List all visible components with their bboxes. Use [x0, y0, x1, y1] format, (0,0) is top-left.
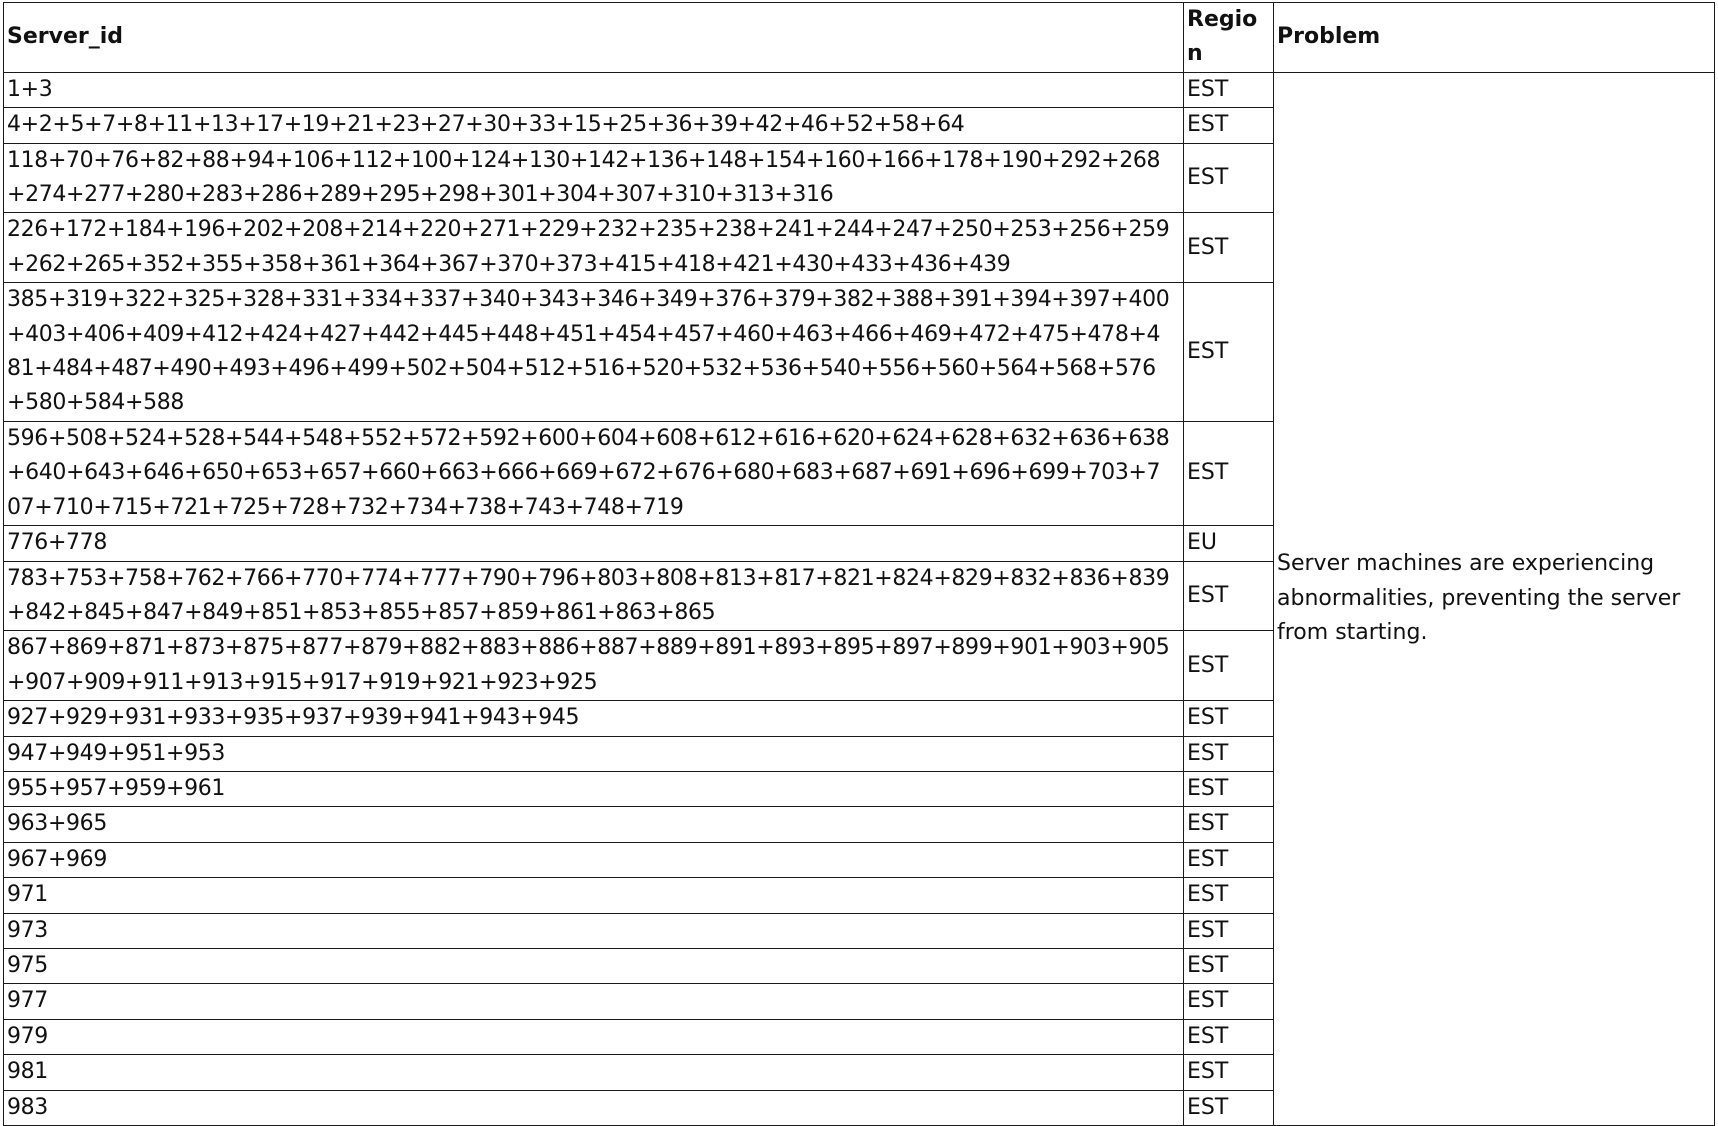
header-server-id: Server_id [4, 3, 1184, 73]
server-id-cell: 975 [4, 948, 1184, 983]
server-id-cell: 947+949+951+953 [4, 736, 1184, 771]
region-cell: EST [1184, 283, 1274, 422]
server-id-cell: 867+869+871+873+875+877+879+882+883+886+887+889+891+893+895+897+899+901+903+905 +907+909+911+913+915+917+919+921+923+925 [4, 631, 1184, 701]
server-id-cell: 955+957+959+961 [4, 771, 1184, 806]
table-body [4, 72, 1715, 1125]
server-id-cell: 4+2+5+7+8+11+13+17+19+21+23+27+30+33+15+25+36+39+42+46+52+58+64 [4, 108, 1184, 143]
header-problem: Problem [1274, 3, 1715, 73]
region-cell: EST [1184, 736, 1274, 771]
server-id-cell: 981 [4, 1055, 1184, 1090]
server-id-cell: 971 [4, 878, 1184, 913]
server-id-cell: 973 [4, 913, 1184, 948]
server-id-cell: 979 [4, 1019, 1184, 1054]
server-id-cell: 226+172+184+196+202+208+214+220+271+229+232+235+238+241+244+247+250+253+256+259 +262+265+352+355+358+361+364+367+370+373+415+418+421+430+433+436+439 [4, 213, 1184, 283]
region-cell: EST [1184, 842, 1274, 877]
server-id-cell: 983 [4, 1090, 1184, 1125]
server-id-cell: 776+778 [4, 526, 1184, 561]
region-cell: EU [1184, 526, 1274, 561]
region-cell: EST [1184, 72, 1274, 107]
problem-cell: Server machines are experiencing abnormalities, preventing the server from starting. [1274, 72, 1715, 1125]
region-cell: EST [1184, 913, 1274, 948]
server-id-cell: 963+965 [4, 807, 1184, 842]
region-cell: EST [1184, 1090, 1274, 1125]
region-cell: EST [1184, 421, 1274, 525]
region-cell: EST [1184, 213, 1274, 283]
server-id-cell: 385+319+322+325+328+331+334+337+340+343+346+349+376+379+382+388+391+394+397+400 +403+406+409+412+424+427+442+445+448+451+454+457+460+463+466+469+472+475+478+4 81+484+487+490+493+496+499+502+504+512+516+520+532+536+540+556+560+564+568+576 +580+584+588 [4, 283, 1184, 422]
server-id-cell: 118+70+76+82+88+94+106+112+100+124+130+142+136+148+154+160+166+178+190+292+268 +274+277+280+283+286+289+295+298+301+304+307+310+313+316 [4, 143, 1184, 213]
region-cell: EST [1184, 1019, 1274, 1054]
region-cell: EST [1184, 561, 1274, 631]
region-cell: EST [1184, 878, 1274, 913]
region-cell: EST [1184, 948, 1274, 983]
server-id-cell: 967+969 [4, 842, 1184, 877]
region-cell: EST [1184, 108, 1274, 143]
header-region: Region [1184, 3, 1274, 73]
region-cell: EST [1184, 1055, 1274, 1090]
server-id-cell: 1+3 [4, 72, 1184, 107]
server-id-cell: 977 [4, 984, 1184, 1019]
region-cell: EST [1184, 701, 1274, 736]
server-id-cell: 783+753+758+762+766+770+774+777+790+796+803+808+813+817+821+824+829+832+836+839 +842+845+847+849+851+853+855+857+859+861+863+865 [4, 561, 1184, 631]
region-cell: EST [1184, 984, 1274, 1019]
server-id-cell: 927+929+931+933+935+937+939+941+943+945 [4, 701, 1184, 736]
region-cell: EST [1184, 631, 1274, 701]
region-cell: EST [1184, 807, 1274, 842]
region-cell: EST [1184, 143, 1274, 213]
server-problem-table [3, 2, 1715, 1126]
header-row [4, 3, 1715, 73]
server-id-cell: 596+508+524+528+544+548+552+572+592+600+604+608+612+616+620+624+628+632+636+638 +640+643+646+650+653+657+660+663+666+669+672+676+680+683+687+691+696+699+703+7 07+710+715+721+725+728+732+734+738+743+748+719 [4, 421, 1184, 525]
region-cell: EST [1184, 771, 1274, 806]
table-row [4, 72, 1715, 107]
